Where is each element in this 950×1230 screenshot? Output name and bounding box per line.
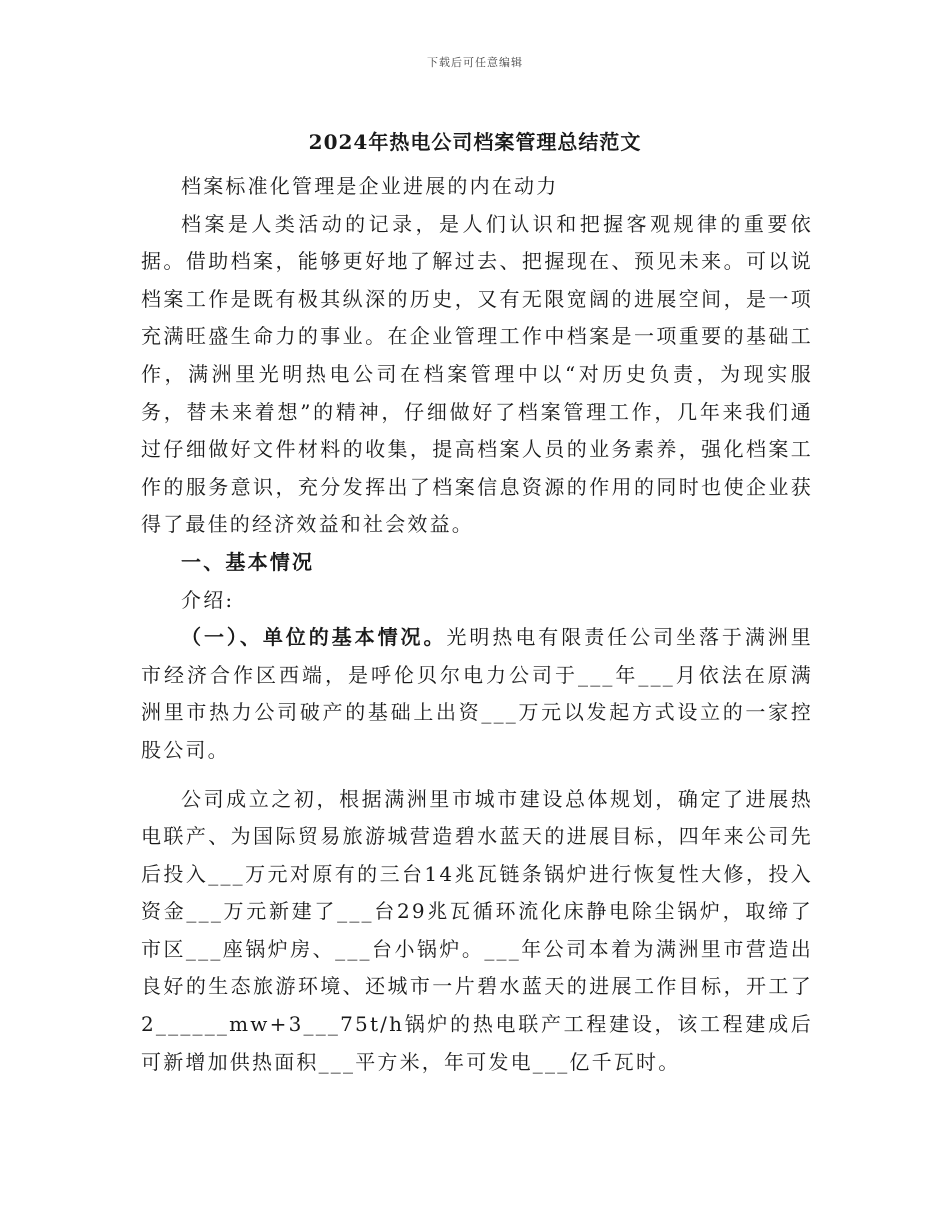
- paragraph-company-development: 公司成立之初，根据满洲里市城市建设总体规划，确定了进展热电联产、为国际贸易旅游城营造碧水蓝天的进展目标，四年来公司先后投入___万元对原有的三台14兆瓦链条锅炉进行恢复性大修，投入资金___万元新建了___台29兆瓦循环流化床静电除尘锅炉，取缔了市区___座锅炉房、___台小锅炉。___年公司本着为满洲里市营造出良好的生态旅游环境、还城市一片碧水蓝天的进展工作目标，开工了2______mw+3___75t/h锅炉的热电联产工程建设，该工程建成后可新增加供热面积___平方米，年可发电___亿千瓦时。: [141, 786, 813, 1074]
- subheading-unit-basics: （一）、单位的基本情况。: [181, 625, 447, 650]
- header-note: 下载后可任意编辑: [427, 56, 523, 69]
- document-body: [141, 168, 813, 1081]
- paragraph-intro: 档案标准化管理是企业进展的内在动力: [181, 174, 559, 198]
- paragraph-introduction-label: 介绍:: [181, 587, 235, 612]
- paragraph-unit-basics-text: 光明热电有限责任公司坐落于满洲里市经济合作区西端，是呼伦贝尔电力公司于___年___月依法在原满洲里市热力公司破产的基础上出资___万元以发起方式设立的一家控股公司。: [141, 625, 813, 762]
- document-title: 2024年热电公司档案管理总结范文: [308, 130, 642, 154]
- paragraph-unit-basics: [141, 619, 813, 769]
- paragraph-archive-importance: 档案是人类活动的记录，是人们认识和把握客观规律的重要依据。借助档案，能够更好地了解过去、把握现在、预见未来。可以说档案工作是既有极其纵深的历史，又有无限宽阔的进展空间，是一项充满旺盛生命力的事业。在企业管理工作中档案是一项重要的基础工作，满洲里光明热电公司在档案管理中以“对历史负责，为现实服务，替未来着想”的精神，仔细做好了档案管理工作，几年来我们通过仔细做好文件材料的收集，提高档案人员的业务素养，强化档案工作的服务意识，充分发挥出了档案信息资源的作用的同时也使企业获得了最佳的经济效益和社会效益。: [141, 211, 813, 537]
- section-heading-basic-situation: 一、基本情况: [181, 549, 315, 574]
